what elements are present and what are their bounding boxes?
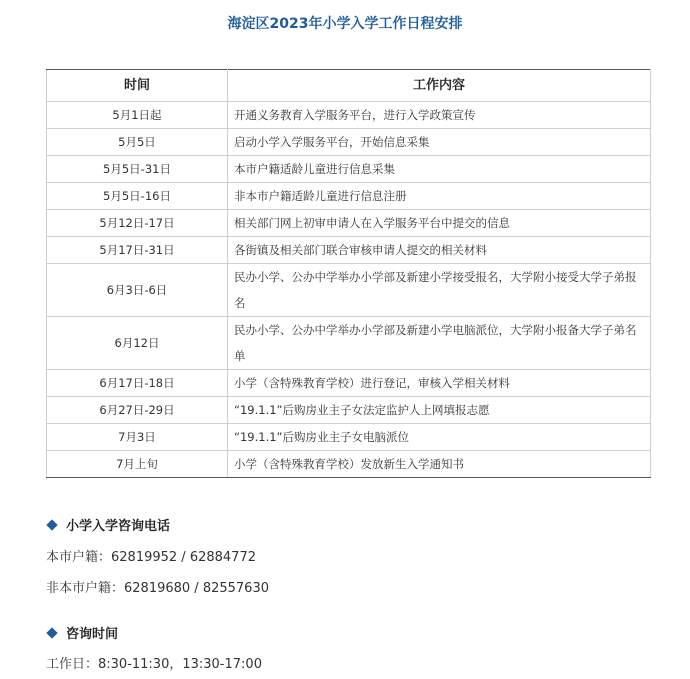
row-time: 6月3日-6日 [47, 264, 228, 317]
schedule-table [46, 69, 651, 478]
row-time: 7月上旬 [47, 451, 228, 478]
table-row [47, 451, 651, 478]
consult-time-heading [46, 623, 118, 642]
table-row [47, 129, 651, 156]
table-row [47, 156, 651, 183]
table-row [47, 183, 651, 210]
consult-time-heading-label: 咨询时间 [66, 627, 119, 642]
row-content: “19.1.1”后购房业主子女法定监护人上网填报志愿 [228, 397, 651, 424]
row-content: 开通义务教育入学服务平台，进行入学政策宣传 [228, 102, 651, 129]
row-time: 5月12日-17日 [47, 210, 228, 237]
table-row [47, 397, 651, 424]
consult-phone-heading [46, 515, 170, 534]
row-time: 5月17日-31日 [47, 237, 228, 264]
diamond-bullet-icon [46, 627, 57, 638]
row-content: 小学（含特殊教育学校）进行登记，审核入学相关材料 [228, 370, 651, 397]
table-row [47, 264, 651, 317]
table-row [47, 210, 651, 237]
consult-phone-heading-label: 小学入学咨询电话 [66, 519, 171, 534]
row-time: 5月5日 [47, 129, 228, 156]
row-content: 各街镇及相关部门联合审核申请人提交的相关材料 [228, 237, 651, 264]
row-time: 5月1日起 [47, 102, 228, 129]
table-row [47, 370, 651, 397]
row-content: 启动小学入学服务平台，开始信息采集 [228, 129, 651, 156]
page-title: 海淀区2023年小学入学工作日程安排 [227, 16, 463, 32]
row-time: 5月5日-16日 [47, 183, 228, 210]
phone-nonlocal: 非本市户籍：62819680 / 82557630 [46, 581, 269, 596]
row-content: 小学（含特殊教育学校）发放新生入学通知书 [228, 451, 651, 478]
table-row [47, 317, 651, 370]
row-content: 相关部门网上初审申请人在入学服务平台中提交的信息 [228, 210, 651, 237]
table-row [47, 424, 651, 451]
row-time: 6月17日-18日 [47, 370, 228, 397]
header-time: 时间 [47, 70, 228, 102]
row-time: 5月5日-31日 [47, 156, 228, 183]
consult-hours: 工作日：8:30-11:30，13:30-17:00 [46, 657, 262, 672]
row-content: 非本市户籍适龄儿童进行信息注册 [228, 183, 651, 210]
table-row [47, 237, 651, 264]
row-time: 6月12日 [47, 317, 228, 370]
row-content: 民办小学、公办中学举办小学部及新建小学接受报名，大学附小接受大学子弟报名 [228, 264, 651, 317]
table-header-row [47, 70, 651, 102]
row-time: 6月27日-29日 [47, 397, 228, 424]
table-row [47, 102, 651, 129]
row-content: “19.1.1”后购房业主子女电脑派位 [228, 424, 651, 451]
row-content: 本市户籍适龄儿童进行信息采集 [228, 156, 651, 183]
row-content: 民办小学、公办中学举办小学部及新建小学电脑派位，大学附小报备大学子弟名单 [228, 317, 651, 370]
phone-local: 本市户籍：62819952 / 62884772 [46, 550, 256, 565]
header-content: 工作内容 [228, 70, 651, 102]
row-time: 7月3日 [47, 424, 228, 451]
diamond-bullet-icon [46, 519, 57, 530]
